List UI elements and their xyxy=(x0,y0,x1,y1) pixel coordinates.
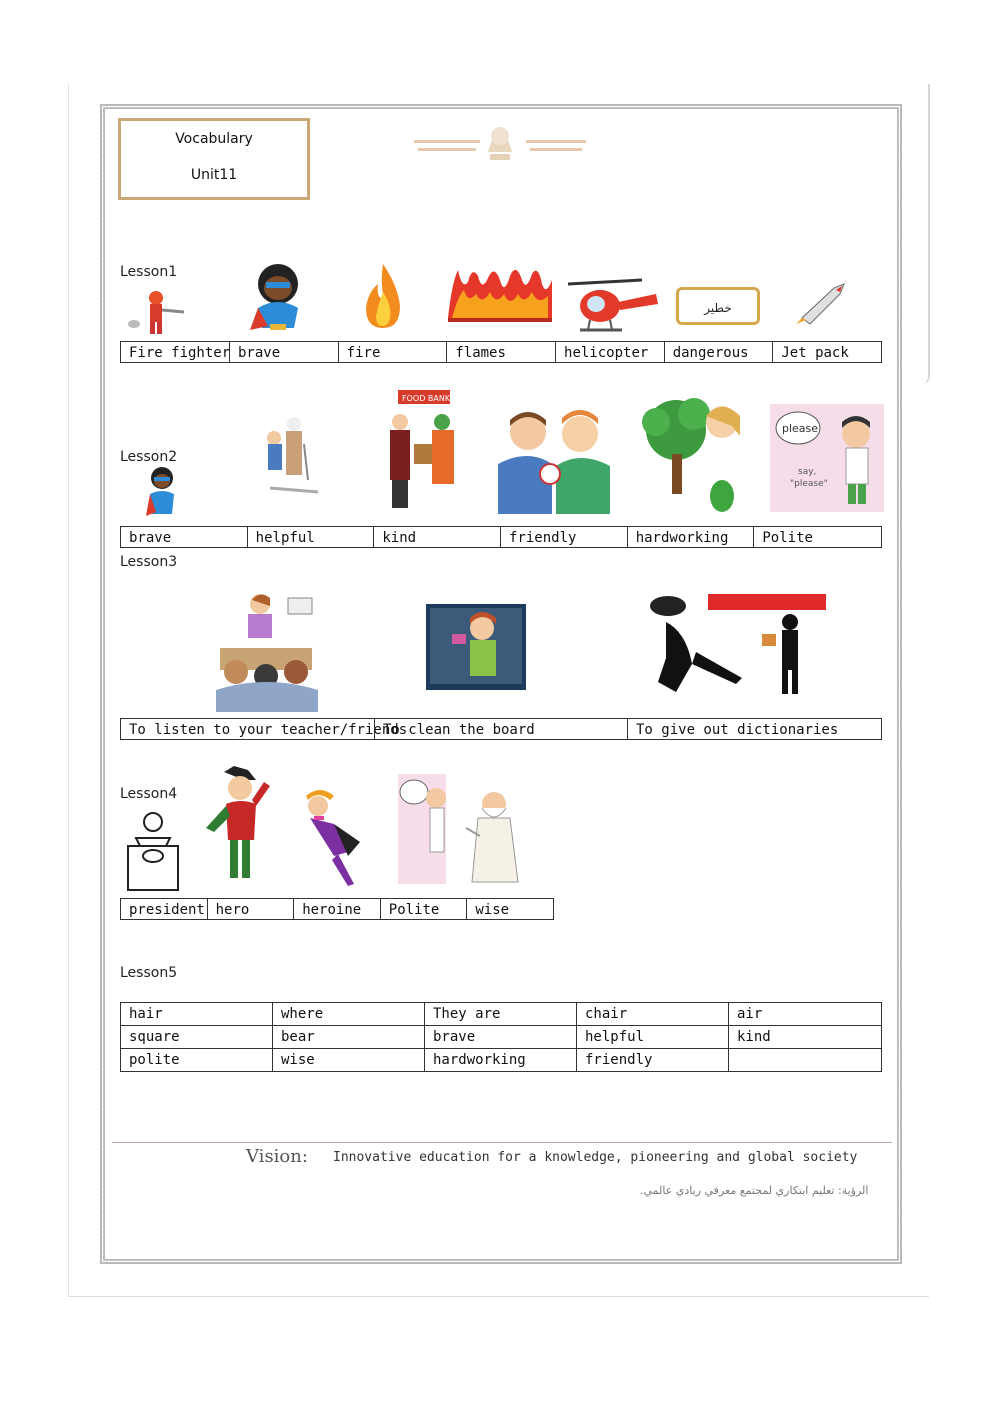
vocab-cell: Polite xyxy=(762,530,813,546)
fire-image xyxy=(358,262,408,332)
hero-image xyxy=(204,766,274,886)
word-cell: friendly xyxy=(577,1049,729,1071)
vocab-cell: dangerous xyxy=(665,342,774,362)
svg-text:please: please xyxy=(782,422,819,435)
unit-label: Unit11 xyxy=(190,167,238,183)
listen-to-teacher-image xyxy=(212,590,322,716)
vocab-cell: fire xyxy=(339,342,448,362)
word-cell: polite xyxy=(121,1049,273,1071)
word-cell: where xyxy=(273,1003,425,1026)
vocab-cell: Polite xyxy=(381,899,468,919)
word-cell: chair xyxy=(577,1003,729,1026)
ministry-logo xyxy=(410,112,590,168)
vocab-cell: Fire fighter xyxy=(121,342,230,362)
word-cell: hair xyxy=(121,1003,273,1026)
firefighter-image xyxy=(124,284,190,340)
svg-text:FOOD BANK: FOOD BANK xyxy=(402,394,451,403)
lesson2-vocab-row xyxy=(120,526,882,548)
lesson3-vocab-row xyxy=(120,718,882,740)
word-cell: air xyxy=(729,1003,881,1026)
brave-hero-image xyxy=(240,262,316,334)
helicopter-image xyxy=(566,276,662,338)
danger-sign: خطير xyxy=(676,287,760,325)
page-shadow xyxy=(918,84,930,384)
president-image xyxy=(122,810,184,892)
heroine-image xyxy=(294,790,364,890)
flames-image xyxy=(446,262,554,324)
lesson5-label: Lesson5 xyxy=(120,965,178,981)
vocab-cell: helicopter xyxy=(556,342,665,362)
vision-label: Vision: xyxy=(246,1146,308,1167)
lesson5-word-table xyxy=(120,1002,882,1072)
arabic-vision-statement: الرؤية: تعليم ابتكاري لمجتمع معرفي ريادي عالمي. xyxy=(640,1184,869,1197)
vision-statement: Innovative education for a knowledge, pioneering and global society xyxy=(333,1150,858,1165)
word-cell: wise xyxy=(273,1049,425,1071)
svg-text:say,: say, xyxy=(798,467,817,477)
lesson3-label: Lesson3 xyxy=(120,554,178,570)
lesson4-label: Lesson4 xyxy=(120,786,178,802)
word-cell: helpful xyxy=(577,1026,729,1049)
lesson4-vocab-row xyxy=(120,898,554,920)
polite-wise-image xyxy=(398,774,528,888)
friendly-image xyxy=(492,404,616,516)
word-cell: They are xyxy=(425,1003,577,1026)
vocab-cell: To clean the board xyxy=(375,719,628,739)
vocab-cell: hardworking xyxy=(628,527,755,547)
vocab-cell: brave xyxy=(230,342,339,362)
svg-text:"please": "please" xyxy=(790,479,828,489)
lesson1-vocab-row xyxy=(120,341,882,363)
vocab-cell: Jet pack xyxy=(781,345,849,361)
vocab-cell: friendly xyxy=(501,527,628,547)
word-cell: square xyxy=(121,1026,273,1049)
word-cell: kind xyxy=(729,1026,881,1049)
brave-child-image xyxy=(144,466,180,522)
vocab-cell: president xyxy=(121,899,208,919)
vocab-cell: brave xyxy=(121,527,248,547)
kind-food-bank-image xyxy=(386,388,462,514)
vocab-cell: heroine xyxy=(294,899,381,919)
clean-board-image xyxy=(426,604,526,690)
polite-image xyxy=(770,404,884,512)
vocabulary-title: Vocabulary xyxy=(175,131,253,147)
footer-divider xyxy=(112,1142,892,1143)
jet-pack-image xyxy=(794,280,850,326)
helpful-image xyxy=(258,414,324,496)
word-cell: brave xyxy=(425,1026,577,1049)
vocab-cell: kind xyxy=(374,527,501,547)
word-cell xyxy=(729,1049,881,1071)
vocab-cell: helpful xyxy=(248,527,375,547)
vocab-cell: wise xyxy=(475,902,510,918)
title-box xyxy=(118,118,310,200)
give-out-dictionaries-image xyxy=(646,592,828,696)
lesson1-label: Lesson1 xyxy=(120,264,178,280)
word-cell: hardworking xyxy=(425,1049,577,1071)
hardworking-image xyxy=(636,392,756,514)
vocab-cell: flames xyxy=(447,342,556,362)
vocab-cell: To listen to your teacher/friends xyxy=(121,719,375,739)
word-cell: bear xyxy=(273,1026,425,1049)
vocab-cell: hero xyxy=(208,899,295,919)
vocab-cell: To give out dictionaries xyxy=(636,722,839,738)
lesson2-label: Lesson2 xyxy=(120,449,178,465)
